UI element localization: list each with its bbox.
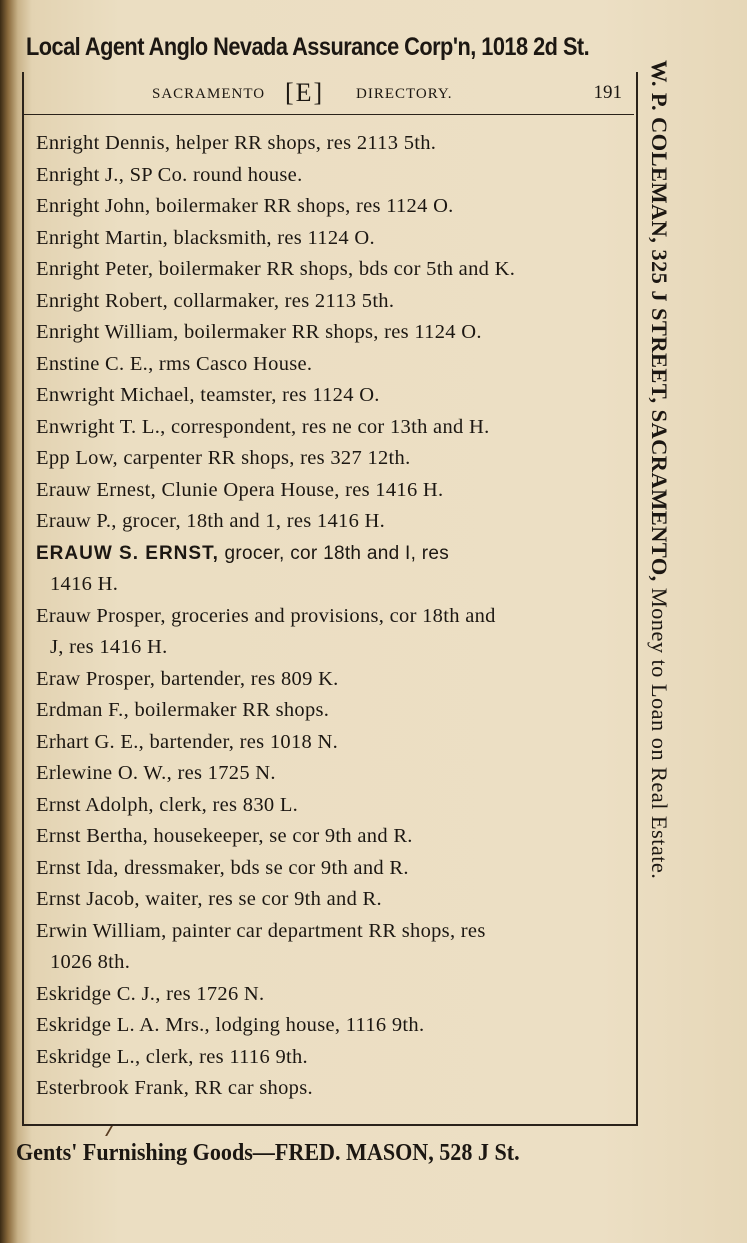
side-ad-name: W. P. COLEMAN, 325 J STREET, SACRAMENTO,: [647, 60, 672, 582]
side-advertisement: [641, 60, 677, 1130]
directory-entry: Enright Martin, blacksmith, res 1124 O.: [36, 226, 375, 249]
top-advertisement: Local Agent Anglo Nevada Assurance Corp'n, 1018 2d St.: [26, 33, 590, 61]
directory-entry: Erauw P., grocer, 18th and 1, res 1416 H.: [36, 510, 386, 532]
directory-entry: Enright Robert, collarmaker, res 2113 5th.: [36, 289, 395, 312]
directory-entry: Enright J., SP Co. round house.: [36, 163, 303, 186]
directory-entry: Ernst Bertha, housekeeper, se cor 9th and R.: [36, 825, 413, 847]
directory-entry: Enwright Michael, teamster, res 1124 O.: [36, 384, 380, 406]
ink-mark: [105, 1126, 125, 1136]
directory-entry: Eraw Prosper, bartender, res 809 K.: [36, 667, 339, 690]
entry-business-name: ERAUW S. ERNST,: [36, 542, 219, 564]
directory-entry: Enright Peter, boilermaker RR shops, bds cor 5th and K.: [36, 258, 516, 280]
header-section-letter: [E]: [285, 78, 325, 107]
directory-entry: Epp Low, carpenter RR shops, res 327 12th.: [36, 447, 411, 469]
directory-entry: Ernst Ida, dressmaker, bds se cor 9th and R.: [36, 856, 409, 879]
directory-entry: Enwright T. L., correspondent, res ne cor 13th and H.: [36, 415, 490, 438]
directory-entry: Erwin William, painter car department RR shops, res: [36, 919, 486, 942]
directory-entry: Enstine C. E., rms Casco House.: [36, 352, 313, 375]
header-directory: DIRECTORY.: [356, 86, 453, 102]
directory-entry: Enright Dennis, helper RR shops, res 2113 5th.: [36, 132, 437, 154]
running-header: [22, 78, 634, 115]
side-ad-tagline: Money to Loan on Real Estate.: [647, 581, 672, 880]
directory-entry: Esterbrook Frank, RR car shops.: [36, 1077, 313, 1099]
directory-entry: Ernst Adolph, clerk, res 830 L.: [36, 793, 299, 816]
directory-entry: Erauw Prosper, groceries and provisions, cor 18th and: [36, 604, 496, 627]
directory-entry: [36, 538, 621, 570]
directory-entry: Enright John, boilermaker RR shops, res 1124 O.: [36, 195, 454, 217]
directory-entry: Erdman F., boilermaker RR shops.: [36, 699, 330, 721]
directory-entry: Erhart G. E., bartender, res 1018 N.: [36, 730, 339, 753]
entry-text: grocer, cor 18th and I, res: [224, 542, 450, 564]
directory-entry: Enright William, boilermaker RR shops, res 1124 O.: [36, 321, 482, 343]
directory-entry: Erauw Ernest, Clunie Opera House, res 1416 H.: [36, 478, 444, 501]
page-number: 191: [593, 82, 622, 103]
directory-entry: Eskridge L., clerk, res 1116 9th.: [36, 1045, 308, 1068]
directory-entry-continuation: 1416 H.: [50, 573, 119, 595]
directory-entries: [36, 128, 621, 1105]
header-city: SACRAMENTO: [152, 86, 266, 102]
directory-entry: Eskridge C. J., res 1726 N.: [36, 982, 265, 1005]
directory-entry: Ernst Jacob, waiter, res se cor 9th and R.: [36, 888, 382, 910]
directory-entry-continuation: J, res 1416 H.: [50, 636, 168, 658]
directory-entry: Eskridge L. A. Mrs., lodging house, 1116 9th.: [36, 1014, 425, 1036]
bottom-advertisement: Gents' Furnishing Goods—FRED. MASON, 528 J St.: [16, 1140, 520, 1166]
directory-entry: Erlewine O. W., res 1725 N.: [36, 762, 276, 784]
directory-entry-continuation: 1026 8th.: [50, 951, 131, 973]
